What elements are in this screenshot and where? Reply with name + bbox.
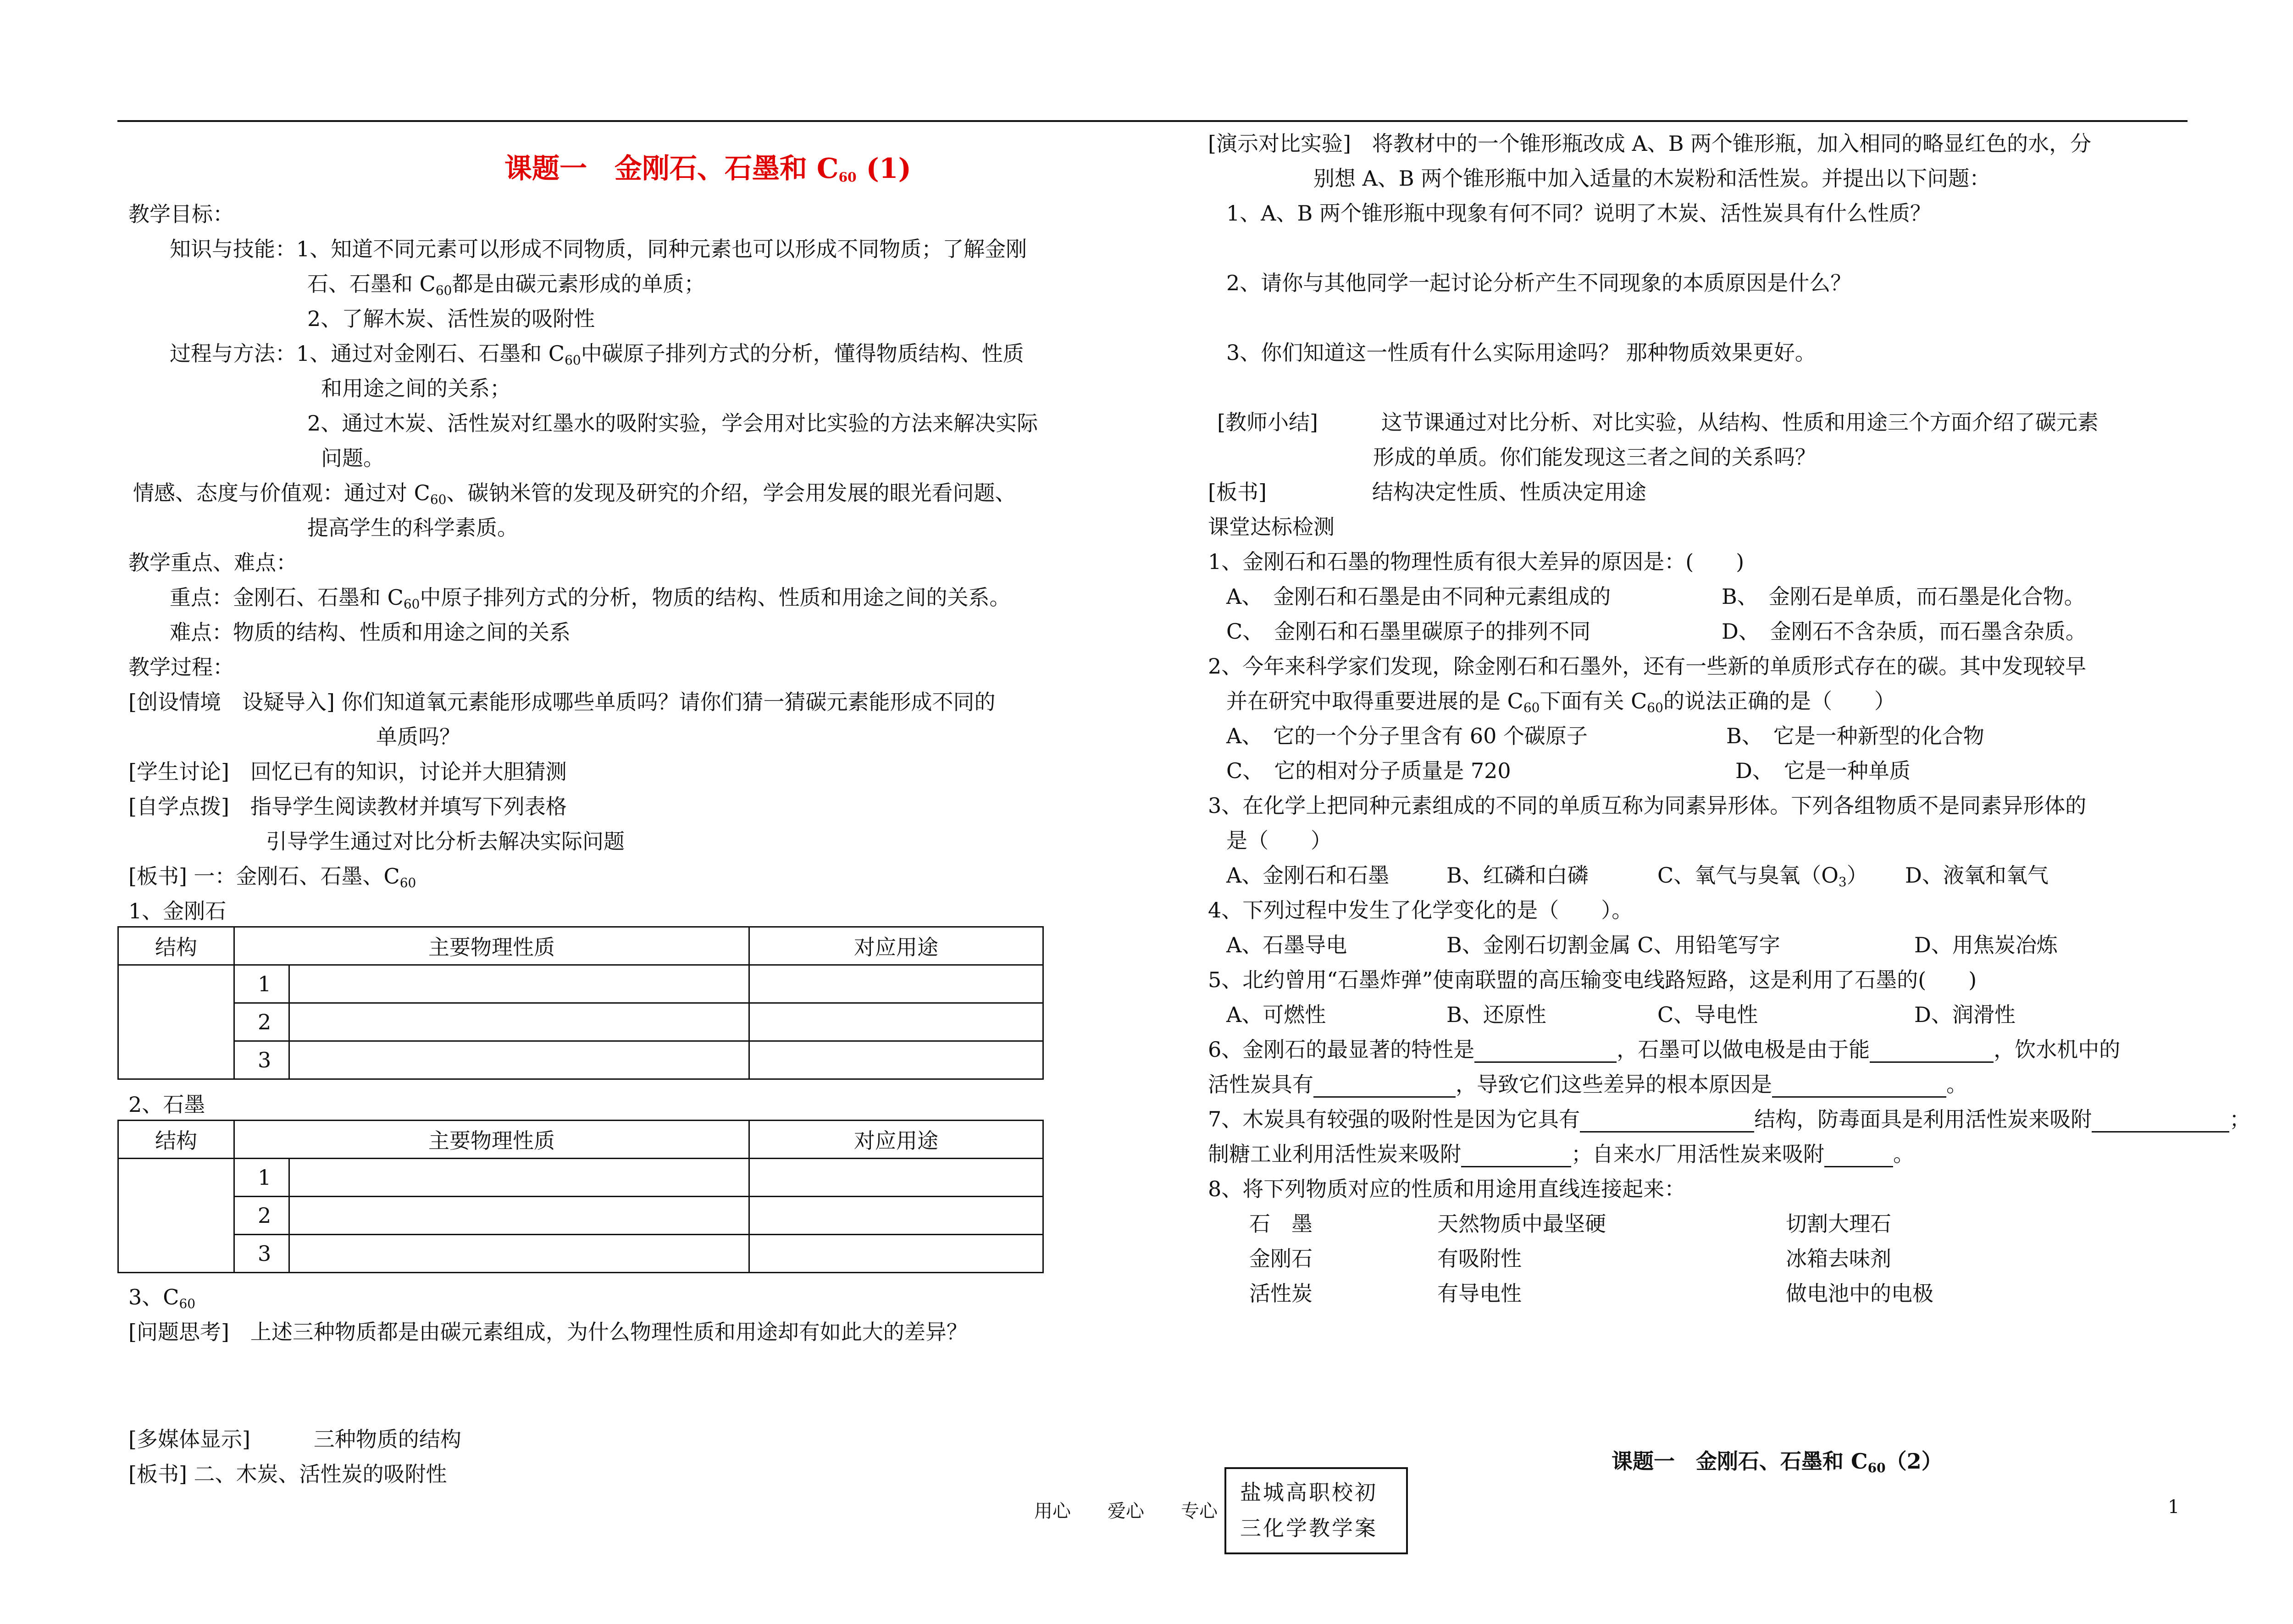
c60-label: 3、$C_{60}$ (128, 1285, 196, 1311)
key-point: 重点：金刚石、石墨和 $C_{60}$中原子排列方式的分析，物质的结构、性质和用途之间的关系。 (170, 585, 1011, 612)
exercise-4-option-b: B、金刚石切割金属 C、用铅笔写字 (1446, 933, 1780, 957)
exercise-2: 2、今年来科学家们发现，除金刚石和石墨外，还有一些新的单质形式存在的碳。其中发现较早 (1208, 654, 2087, 679)
match-substance: 石 墨 (1249, 1211, 1313, 1236)
key-points-heading: 教学重点、难点： (128, 550, 297, 575)
header-properties: 主要物理性质 (234, 927, 749, 965)
teacher-summary: [教师小结] 这节课通过对比分析、对比实验，从结构、性质和用途三个方面介绍了碳元素 (1217, 410, 2099, 435)
row-number: 1 (234, 965, 289, 1003)
problem-thinking: [问题思考] 上述三种物质都是由碳元素组成，为什么物理性质和用途却有如此大的差异？ (128, 1320, 968, 1344)
footer-slogan: 用心 爱心 专心 (1034, 1501, 1218, 1522)
table-graphite-label: 2、石墨 (128, 1092, 205, 1117)
match-use: 冰箱去味剂 (1786, 1246, 1891, 1271)
use-cell[interactable] (749, 1197, 1043, 1235)
use-cell[interactable] (749, 965, 1043, 1003)
exercise-1-option-c: C、 金刚石和石墨里碳原子的排列不同 (1226, 619, 1591, 644)
use-cell[interactable] (749, 1003, 1043, 1041)
exercise-2-option-b: B、 它是一种新型的化合物 (1726, 724, 1984, 748)
exercise-2-option-a: A、 它的一个分子里含有 60 个碳原子 (1226, 724, 1588, 748)
board-heading-2: [板书] 二、木炭、活性炭的吸附性 (128, 1462, 447, 1486)
header-uses: 对应用途 (749, 1121, 1043, 1159)
exercise-4-option-a: A、石墨导电 (1226, 933, 1347, 957)
process-method-2-cont: 问题。 (321, 446, 384, 470)
table-diamond-label: 1、金刚石 (128, 899, 227, 923)
row-number: 3 (234, 1235, 289, 1273)
top-rule (117, 120, 2188, 122)
demo-question-3: 3、你们知道这一性质有什么实际用途吗？ 那种物质效果更好。 (1226, 340, 1816, 365)
property-cell[interactable] (289, 1159, 749, 1197)
stamp-line: 三化学教学案 (1240, 1516, 1378, 1541)
intro-question-cont: 单质吗？ (376, 724, 460, 749)
header-properties: 主要物理性质 (234, 1121, 749, 1159)
school-stamp (1224, 1467, 1408, 1554)
student-discussion: [学生讨论] 回忆已有的知识，讨论并大胆猜测 (128, 759, 567, 784)
exercise-2-option-c: C、 它的相对分子质量是 720 (1226, 758, 1511, 783)
lesson-title: 课题一 金刚石、石墨和 $C_{60}$ (1) (504, 153, 912, 185)
emotion-values: 情感、态度与价值观：通过对 $C_{60}$、碳钠米管的发现及研究的介绍，学会用发展的眼光看问题、 (133, 481, 1016, 507)
header-structure: 结构 (118, 1121, 234, 1159)
exercise-2-option-d: D、 它是一种单质 (1735, 758, 1911, 783)
process-method-2: 2、通过木炭、活性炭对红墨水的吸附实验，学会用对比实验的方法来解决实际 (307, 411, 1038, 436)
self-study-cont: 引导学生通过对比分析去解决实际问题 (266, 829, 625, 854)
page-number: 1 (2168, 1497, 2180, 1518)
exercise-2-cont: 并在研究中取得重要进展的是 $C_{60}$下面有关 $C_{60}$的说法正确的是（ ） (1226, 689, 1895, 715)
knowledge-skill-1-cont: 石、石墨和 $C_{60}$都是由碳元素形成的单质； (307, 271, 705, 298)
answer-blank[interactable] (1313, 1076, 1456, 1098)
exercise-1-option-a: A、 金刚石和石墨是由不同种元素组成的 (1226, 584, 1611, 609)
structure-cell[interactable] (118, 965, 234, 1079)
knowledge-skill-1: 知识与技能：1、知道不同元素可以形成不同物质，同种元素也可以形成不同物质；了解金刚 (170, 237, 1027, 261)
exercise-3-option-c: C、氧气与臭氧$(O_3)$ (1657, 863, 1868, 889)
intro-question: [创设情境 设疑导入] 你们知道氧元素能形成哪些单质吗？请你们猜一猜碳元素能形成不同的 (128, 690, 996, 714)
structure-cell[interactable] (118, 1159, 234, 1273)
match-property: 有导电性 (1437, 1281, 1522, 1306)
answer-blank[interactable] (1772, 1076, 1946, 1098)
answer-blank[interactable] (1580, 1111, 1754, 1132)
next-lesson-title: 课题一 金刚石、石墨和 $C_{60}(2)$ (1612, 1449, 1943, 1475)
match-use: 切割大理石 (1786, 1211, 1891, 1236)
match-property: 天然物质中最坚硬 (1437, 1211, 1606, 1236)
exercise-5: 5、北约曾用“石墨炸弹”使南联盟的高压输变电线路短路，这是利用了石墨的( ) (1208, 967, 1977, 992)
exercise-8: 8、将下列物质对应的性质和用途用直线连接起来： (1208, 1177, 1686, 1201)
row-number: 2 (234, 1003, 289, 1041)
exercise-7-cont: 制糖工业利用活性炭来吸附 ；自来水厂用活性炭来吸附 。 (1208, 1142, 1914, 1166)
header-uses: 对应用途 (749, 927, 1043, 965)
exercise-5-option-a: A、可燃性 (1226, 1002, 1326, 1027)
use-cell[interactable] (749, 1041, 1043, 1079)
answer-blank[interactable] (1461, 1146, 1571, 1167)
emotion-values-cont: 提高学生的科学素质。 (307, 515, 518, 540)
exercise-3-option-b: B、红磷和白磷 (1446, 863, 1589, 888)
property-cell[interactable] (289, 965, 749, 1003)
exercise-3-option-d: D、液氧和氧气 (1905, 863, 2049, 888)
demo-experiment: [演示对比实验] 将教材中的一个锥形瓶改成 A、B 两个锥形瓶，加入相同的略显红色的水，分 (1208, 131, 2092, 156)
exercise-1-option-d: D、 金刚石不含杂质，而石墨含杂质。 (1722, 619, 2087, 644)
exercise-4-option-d: D、用焦炭冶炼 (1914, 933, 2058, 957)
exercise-1: 1、金刚石和石墨的物理性质有很大差异的原因是：( ) (1208, 549, 1745, 574)
exercise-1-option-b: B、 金刚石是单质，而石墨是化合物。 (1722, 584, 2085, 609)
difficult-point: 难点：物质的结构、性质和用途之间的关系 (170, 620, 570, 645)
objectives-heading: 教学目标： (128, 202, 234, 226)
table-graphite (117, 1120, 1044, 1273)
process-method-1-cont: 和用途之间的关系； (321, 376, 511, 401)
property-cell[interactable] (289, 1003, 749, 1041)
exercise-7: 7、木炭具有较强的吸附性是因为它具有 结构，防毒面具是利用活性炭来吸附 ； (1208, 1107, 2251, 1132)
match-use: 做电池中的电极 (1786, 1281, 1933, 1306)
exercise-6: 6、金刚石的最显著的特性是 ，石墨可以做电极是由于能 ，饮水机中的 (1208, 1037, 2121, 1062)
board-heading-1: [板书] 一：金刚石、石墨、$C_{60}$ (128, 864, 416, 890)
board-structure-property: [板书] 结构决定性质、性质决定用途 (1208, 480, 1646, 504)
process-heading: 教学过程： (128, 655, 234, 679)
exercise-3-cont: 是（ ） (1226, 828, 1332, 853)
exercise-6-cont: 活性炭具有 ，导致它们这些差异的根本原因是 。 (1208, 1072, 1967, 1097)
demo-question-1: 1、A、B 两个锥形瓶中现象有何不同？说明了木炭、活性炭具有什么性质？ (1226, 201, 1931, 226)
self-study: [自学点拨] 指导学生阅读教材并填写下列表格 (128, 794, 567, 819)
answer-blank[interactable] (1870, 1041, 1994, 1063)
match-substance: 金刚石 (1249, 1246, 1313, 1271)
exercise-3: 3、在化学上把同种元素组成的不同的单质互称为同素异形体。下列各组物质不是同素异形体的 (1208, 793, 2087, 818)
stamp-line: 盐城高职校初 (1240, 1480, 1378, 1505)
exercise-3-option-a: A、金刚石和石墨 (1226, 863, 1390, 888)
row-number: 2 (234, 1197, 289, 1235)
property-cell[interactable] (289, 1197, 749, 1235)
test-heading: 课堂达标检测 (1208, 514, 1335, 539)
exercise-5-option-d: D、润滑性 (1914, 1002, 2016, 1027)
header-structure: 结构 (118, 927, 234, 965)
exercise-5-option-b: B、还原性 (1446, 1002, 1546, 1027)
property-cell[interactable] (289, 1041, 749, 1079)
multimedia-display: [多媒体显示] 三种物质的结构 (128, 1427, 461, 1452)
answer-blank[interactable] (1824, 1146, 1893, 1167)
use-cell[interactable] (749, 1235, 1043, 1273)
knowledge-skill-2: 2、了解木炭、活性炭的吸附性 (307, 306, 595, 331)
process-method-1: 过程与方法：1、通过对金刚石、石墨和 $C_{60}$中碳原子排列方式的分析，懂得物质结构、性质 (170, 341, 1024, 368)
match-substance: 活性炭 (1249, 1281, 1313, 1306)
demo-question-2: 2、请你与其他同学一起讨论分析产生不同现象的本质原因是什么？ (1226, 271, 1852, 295)
use-cell[interactable] (749, 1159, 1043, 1197)
exercise-5-option-c: C、导电性 (1657, 1002, 1758, 1027)
answer-blank[interactable] (2092, 1111, 2229, 1132)
teacher-summary-cont: 形成的单质。你们能发现这三者之间的关系吗？ (1373, 445, 1816, 470)
match-property: 有吸附性 (1437, 1246, 1522, 1271)
demo-experiment-cont: 别想 A、B 两个锥形瓶中加入适量的木炭粉和活性炭。并提出以下问题： (1313, 166, 1991, 191)
property-cell[interactable] (289, 1235, 749, 1273)
row-number: 1 (234, 1159, 289, 1197)
exercise-4: 4、下列过程中发生了化学变化的是（ ）。 (1208, 898, 1633, 922)
answer-blank[interactable] (1474, 1041, 1617, 1063)
table-diamond (117, 926, 1044, 1080)
row-number: 3 (234, 1041, 289, 1079)
